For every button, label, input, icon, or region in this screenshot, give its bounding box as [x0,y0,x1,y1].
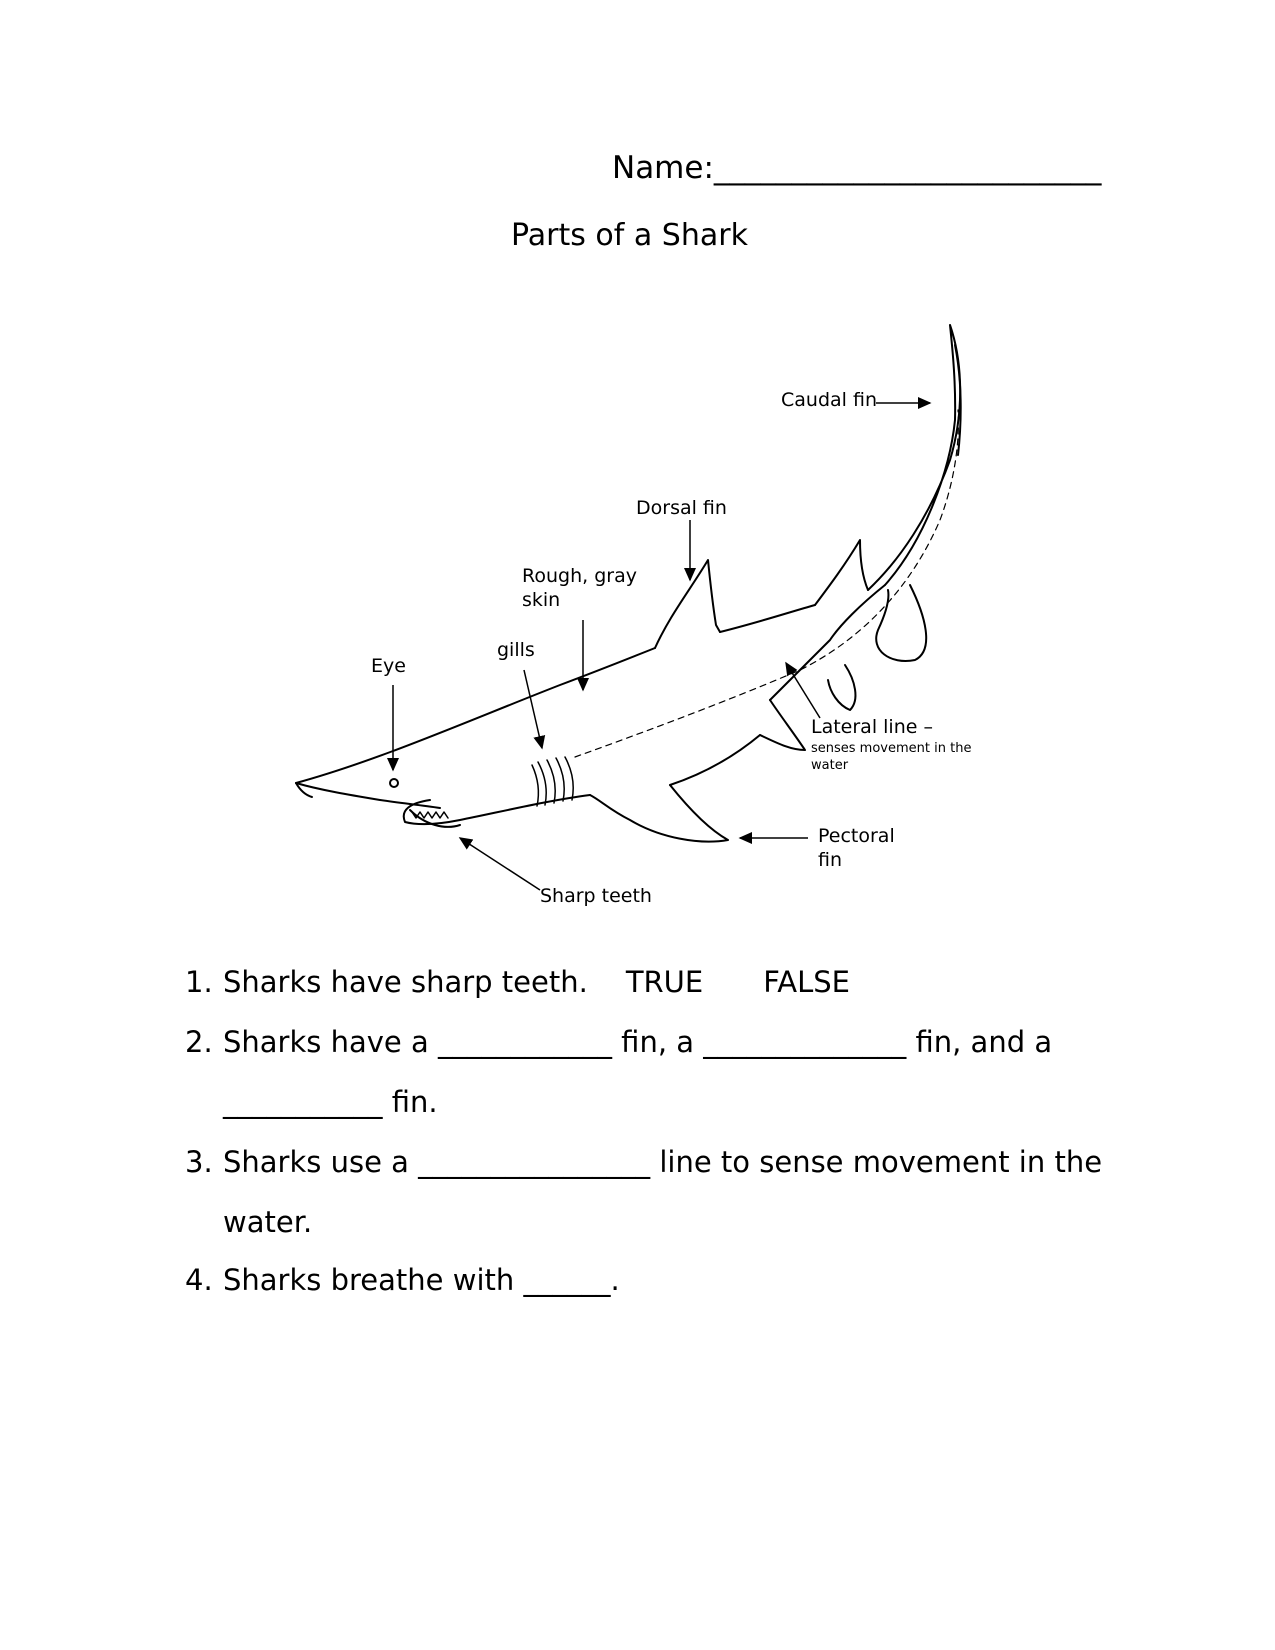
shark-teeth [412,812,448,818]
question-3-cont [185,1202,312,1242]
gills-arrow [524,670,542,748]
second-dorsal-fin [815,540,868,605]
gill-slit-1 [538,762,546,805]
name-label: Name: [612,150,714,186]
gill-slit-2 [547,760,555,803]
shark-belly-outline [670,735,760,785]
label-caudal-fin: Caudal fin [781,389,877,411]
question-2: 2. Sharks have a ____________ fin, a ______________ fin, and a [185,1025,1053,1059]
label-lateral-desc: senses movement in the water [811,741,972,773]
dorsal-fin [655,560,720,648]
label-dorsal-fin: Dorsal fin [636,497,727,519]
question-2-cont [185,1082,438,1122]
label-pectoral-fin: Pectoral fin [818,825,895,871]
anal-fin [828,665,855,710]
lower-tail-lobe [876,585,926,661]
label-eye: Eye [371,655,406,677]
question-2-line-1[interactable]: Sharks have a ____________ fin, a ______________ fin, and a [223,1025,1053,1059]
label-skin: Rough, gray skin [522,565,637,611]
question-3-line-2: water. [223,1205,313,1239]
teeth-arrow [460,838,540,890]
question-2-line-2[interactable]: ___________ fin. [223,1085,438,1119]
shark-mouth [296,783,440,808]
pectoral-fin [590,785,728,842]
question-4: 4. Sharks breathe with ______. [185,1263,620,1297]
pelvic-fin [760,700,805,750]
gill-slit-3 [556,758,564,801]
question-3-line-1[interactable]: Sharks use a ________________ line to sense movement in the [223,1145,1103,1179]
label-sharp-teeth: Sharp teeth [540,885,652,907]
true-option[interactable]: TRUE [625,965,704,999]
page-title: Parts of a Shark [511,218,748,253]
name-blank[interactable]: _________________________ [713,150,1102,186]
question-1: 1. Sharks have sharp teeth. TRUE FALSE [185,965,850,999]
label-lateral-line: Lateral line – [811,716,933,738]
question-4-text[interactable]: Sharks breathe with ______. [223,1263,620,1297]
question-3: 3. Sharks use a ________________ line to sense movement in the [185,1145,1103,1179]
shark-back-outline [296,648,655,783]
shark-eye [390,779,398,787]
lateral-line-arrow [786,663,820,718]
label-gills: gills [497,639,535,661]
caudal-fin [868,325,960,590]
false-option[interactable]: FALSE [763,965,850,999]
gill-slit-4 [565,757,573,800]
